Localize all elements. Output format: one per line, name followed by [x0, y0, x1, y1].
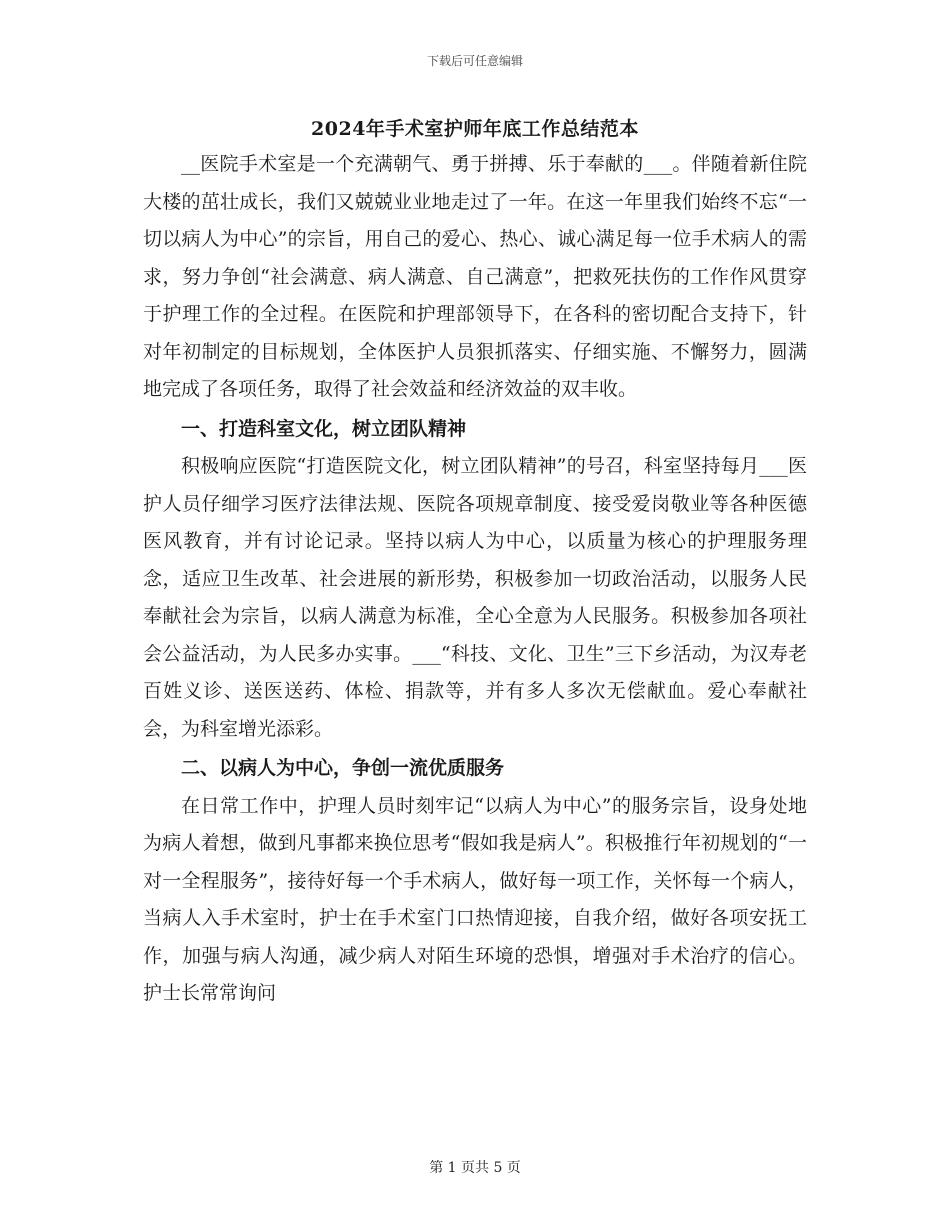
section-heading-2: 二、以病人为中心，争创一流优质服务 — [181, 757, 505, 779]
document-body — [143, 146, 807, 1013]
section-paragraph-1: 积极响应医院“打造医院文化，树立团队精神”的号召，科室坚持每月___医护人员仔细学习医疗法律法规、医院各项规章制度、接受爱岗敬业等各种医德医风教育，并有讨论记录。坚持以病人为中心，以质量为核心的护理服务理念，适应卫生改革、社会进展的新形势，积极参加一切政治活动，以服务人民奉献社会为宗旨，以病人满意为标准，全心全意为人民服务。积极参加各项社会公益活动，为人民多办实事。___“科技、文化、卫生”三下乡活动，为汉寿老百姓义诊、送医送药、体检、捐款等，并有多人多次无偿献血。爱心奉献社会，为科室增光添彩。 — [143, 455, 807, 740]
section-paragraph-2: 在日常工作中，护理人员时刻牢记“以病人为中心”的服务宗旨，设身处地为病人着想，做到凡事都来换位思考“假如我是病人”。积极推行年初规划的“一对一全程服务”，接待好每一个手术病人，做好每一项工作，关怀每一个病人，当病人入手术室时，护士在手术室门口热情迎接，自我介绍，做好各项安抚工作，加强与病人沟通，减少病人对陌生环境的恐惧，增强对手术治疗的信心。护士长常常询问 — [143, 794, 807, 1004]
section-heading-1: 一、打造科室文化，树立团队精神 — [181, 417, 467, 440]
intro-paragraph: __医院手术室是一个充满朝气、勇于拼搏、乐于奉献的___。伴随着新住院大楼的茁壮成长，我们又兢兢业业地走过了一年。在这一年里我们始终不忘“一切以病人为中心”的宗旨，用自己的爱心、热心、诚心满足每一位手术病人的需求，努力争创“社会满意、病人满意、自己满意”，把救死扶伤的工作作风贯穿于护理工作的全过程。在医院和护理部领导下，在各科的密切配合支持下，针对年初制定的目标规划，全体医护人员狠抓落实、仔细实施、不懈努力，圆满地完成了各项任务，取得了社会效益和经济效益的双丰收。 — [143, 153, 807, 400]
header-note: 下载后可任意编辑 — [426, 54, 523, 68]
document-title: 2024年手术室护师年底工作总结范本 — [311, 118, 639, 140]
page-number: 第 1 页共 5 页 — [429, 1160, 521, 1176]
